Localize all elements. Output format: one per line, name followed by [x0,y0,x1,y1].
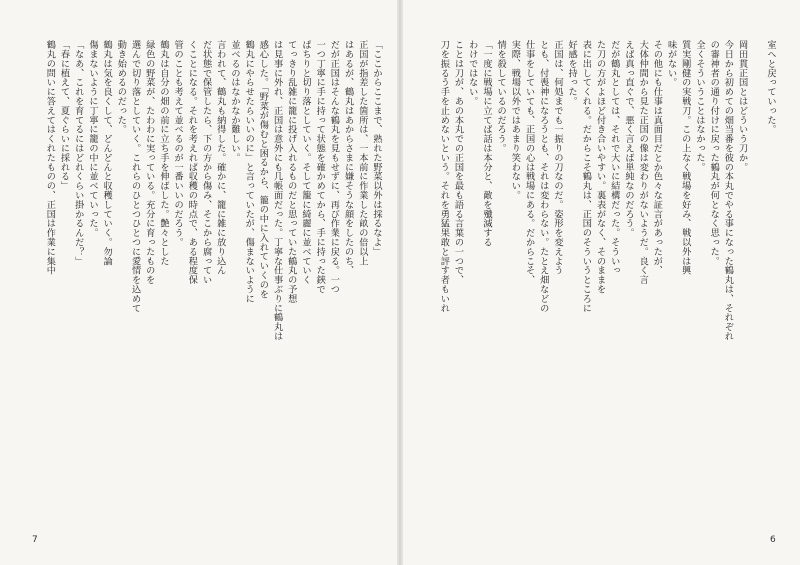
text-line: 刀を振るう手を止めないという。それを勇猛果敢と評す者もいれ [438,40,450,313]
text-line: だが鶴丸としては、それで大いに結構だった。そういっ [608,40,620,275]
text-line: は見事に外れ、正国は意外にも几帳面だった。丁寧な仕事ぶりに鶴丸は [271,40,283,341]
text-line: 「ここからここまで、熟れた野菜以外は採るなよ」 [371,40,382,257]
text-line: えば真っ直ぐで、悪く言えば単純なのだろう。 [622,40,634,238]
text-line: てっきり乱雑に籠に投げ入れるものだと思っていた鶴丸の予想 [285,40,297,304]
book-gutter [397,0,403,565]
text-line: 岡田貫正国とはどういう刀か。 [736,40,748,172]
text-line: 正国が指差した箇所は、一本前に作業した畝の倍以上 [356,40,368,266]
text-line: 傷まないように丁寧に籠の中に並べていった。 [86,40,98,238]
right-page-number: 6 [770,535,776,545]
text-line: 管のことも考えて並べるのが一番いいのだろう。 [172,40,184,247]
text-line: 全くそういうことはなかった。 [693,40,705,172]
text-line: の審神者の通り付けに戻った鶴丸が何となく思った。 [708,40,720,266]
text-line: その他にも仕事は真面目だとか色々な証言があったが、 [651,40,663,275]
text-line: 一つ丁寧に手に持って状態を確かめてから、手に持った鋏で [314,40,326,294]
text-line: 緑色の野菜が、たわわに実っている。充分に育ったものを [143,40,155,285]
text-line: 実際、戦場以外ではあまり笑わない。 [509,40,521,200]
text-line: 質実剛健の実戦刀。この上なく戦場を好み、戦以外は興 [679,40,691,275]
text-line: 「春に植えて、夏ぐらいに採れる」 [58,40,70,191]
text-line: くことになる。それを考えれば収穫の時点で、ある程度保 [186,40,198,285]
text-line: 仕事をしていても、正国の心は戦場にある。だからこそ、 [523,40,535,285]
text-line: 感心した。「野菜が傷むと困るから、籠の中に入れていくのを [257,40,269,299]
text-line: 「一度に戦場に立てば話は本分と、敵を殲滅する [480,40,492,247]
text-line: 好感を持った。 [566,40,578,106]
text-line: 鶴丸は自分の畑の前に立ち手を伸ばした。艶々とした [157,40,169,266]
left-page-text [38,40,383,520]
text-line: ぱちりと切り落としていく。そして籠に綺麗に並べていく [299,40,311,285]
text-line: 今日から初めての畑当番を彼の本丸でやる事になった鶴丸は、それぞれ [722,40,734,341]
text-line: 言われて、鶴丸も納得した。確かに、籠に雑に放り込ん [214,40,226,275]
text-line: とも、付喪神になろうとも、それは変わらない。たとえ畑などの [537,40,549,313]
text-line: だが正国はそんな鶴丸を見もせずに、再び作業に戻る。一つ [328,40,340,294]
right-page-text [422,40,777,520]
text-line: 鶴丸は気を良くして、どんどんと収穫していく。勿論 [101,40,113,266]
text-line: 正国は、何処までも一振りの刀なのだ。姿形を変えよう [551,40,563,275]
text-line: 動き始めるのだった。 [115,40,127,134]
text-line: 鶴丸にやらせたらいいのに」と言っていたが、傷まないように [243,40,255,304]
text-line: 並べるのはなかなか難しい。 [228,40,240,163]
text-line: 大体仲間から見た正国の像は変わりがないようだ。良く言 [637,40,649,285]
text-line: 情を殺しているのだろう。 [495,40,507,153]
text-line: 表に出してくれる。だからこそ鶴丸は、正国のそういうところに [580,40,592,313]
left-page-number: 7 [32,535,38,545]
text-line: 選んで切り落としていく。これらのひとつひとつに愛情を込めて [129,40,141,313]
text-line: 味がない。 [665,40,677,87]
text-line: 鶴丸の問いに答えてはくれたものの、正国は作業に集中 [44,40,56,275]
text-line: 室へと戻っていった。 [765,40,776,134]
text-line: だ状態で保管したら、下の方から傷み、そこから腐ってい [200,40,212,285]
text-line: 「なあ、これを育てるにはどれくらい掛かるんだ？」 [72,40,84,266]
text-line: た刀の方がよほど付き合いやすい。裏表がなく、そのままを [594,40,606,294]
text-line: はあるが、鶴丸はあからさまに嫌そうな顔をしたのち、 [342,40,354,275]
right-page [400,0,800,565]
text-line: ことは刀が、あの本丸での正国を最も語る言葉の一つで、 [452,40,464,285]
text-line: わけではない。 [466,40,478,106]
